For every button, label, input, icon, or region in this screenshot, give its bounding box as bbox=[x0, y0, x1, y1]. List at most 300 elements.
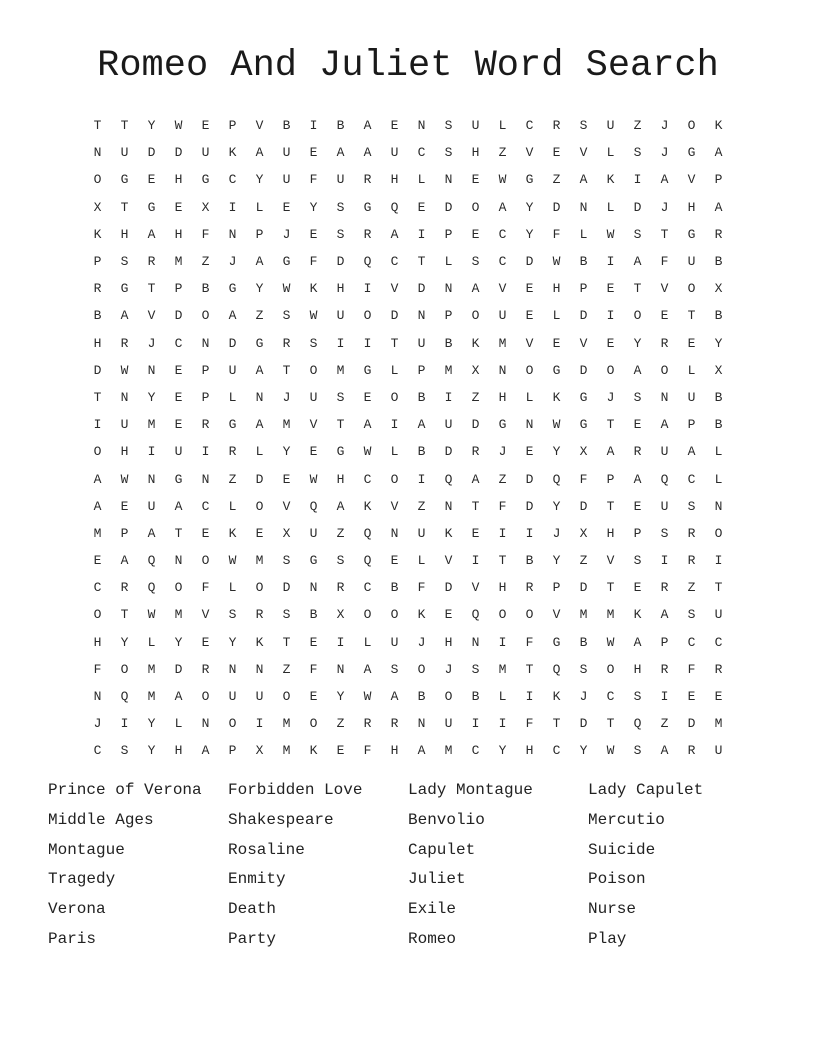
grid-letter: A bbox=[255, 145, 264, 161]
grid-letter: W bbox=[309, 308, 318, 324]
grid-letter: G bbox=[552, 634, 561, 650]
grid-row bbox=[84, 601, 732, 628]
grid-letter: V bbox=[579, 335, 588, 351]
grid-letter: B bbox=[309, 607, 318, 623]
grid-letter: K bbox=[228, 525, 237, 541]
grid-letter: J bbox=[228, 254, 237, 270]
grid-letter: J bbox=[660, 145, 669, 161]
grid-letter: O bbox=[309, 362, 318, 378]
grid-letter: Q bbox=[147, 580, 156, 596]
grid-letter: V bbox=[498, 281, 507, 297]
grid-letter: D bbox=[633, 199, 642, 215]
grid-letter: J bbox=[498, 444, 507, 460]
grid-letter: F bbox=[309, 254, 318, 270]
grid-letter: L bbox=[606, 199, 615, 215]
grid-letter: N bbox=[147, 471, 156, 487]
grid-letter: N bbox=[444, 498, 453, 514]
grid-letter: E bbox=[525, 281, 534, 297]
grid-letter: E bbox=[633, 580, 642, 596]
grid-letter: V bbox=[552, 607, 561, 623]
grid-row bbox=[84, 465, 732, 492]
word-list-item: Lady Capulet bbox=[588, 781, 704, 799]
grid-letter: T bbox=[147, 281, 156, 297]
grid-letter: D bbox=[444, 444, 453, 460]
grid-letter: U bbox=[228, 362, 237, 378]
grid-letter: R bbox=[120, 335, 129, 351]
grid-letter: J bbox=[417, 634, 426, 650]
grid-letter: U bbox=[660, 498, 669, 514]
grid-letter: U bbox=[417, 525, 426, 541]
grid-letter: U bbox=[660, 444, 669, 460]
grid-letter: T bbox=[93, 389, 102, 405]
grid-letter: F bbox=[552, 226, 561, 242]
grid-letter: Y bbox=[633, 335, 642, 351]
grid-letter: A bbox=[120, 308, 129, 324]
grid-letter: W bbox=[606, 743, 615, 759]
grid-letter: E bbox=[255, 525, 264, 541]
grid-letter: A bbox=[228, 308, 237, 324]
grid-letter: T bbox=[525, 661, 534, 677]
grid-letter: I bbox=[120, 716, 129, 732]
grid-letter: E bbox=[633, 417, 642, 433]
grid-letter: I bbox=[444, 389, 453, 405]
grid-letter: A bbox=[417, 743, 426, 759]
grid-letter: U bbox=[255, 689, 264, 705]
grid-letter: H bbox=[525, 743, 534, 759]
grid-letter: B bbox=[579, 634, 588, 650]
grid-letter: H bbox=[498, 389, 507, 405]
grid-letter: E bbox=[309, 689, 318, 705]
grid-letter: H bbox=[120, 444, 129, 460]
grid-letter: K bbox=[228, 145, 237, 161]
grid-letter: C bbox=[606, 689, 615, 705]
grid-letter: U bbox=[147, 498, 156, 514]
grid-letter: B bbox=[93, 308, 102, 324]
grid-letter: O bbox=[498, 607, 507, 623]
grid-letter: N bbox=[255, 661, 264, 677]
grid-letter: L bbox=[606, 145, 615, 161]
grid-letter: O bbox=[201, 553, 210, 569]
grid-letter: D bbox=[93, 362, 102, 378]
grid-letter: A bbox=[606, 444, 615, 460]
grid-row bbox=[84, 384, 732, 411]
grid-letter: F bbox=[498, 498, 507, 514]
word-list-item: Capulet bbox=[408, 840, 476, 859]
grid-letter: G bbox=[498, 417, 507, 433]
grid-letter: K bbox=[417, 607, 426, 623]
grid-letter: P bbox=[228, 118, 237, 134]
grid-letter: N bbox=[201, 335, 210, 351]
grid-letter: M bbox=[444, 362, 453, 378]
grid-letter: C bbox=[390, 254, 399, 270]
grid-letter: L bbox=[228, 580, 237, 596]
grid-letter: R bbox=[282, 335, 291, 351]
grid-letter: N bbox=[201, 716, 210, 732]
grid-letter: A bbox=[714, 145, 723, 161]
grid-letter: Q bbox=[309, 498, 318, 514]
grid-letter: N bbox=[444, 281, 453, 297]
grid-letter: R bbox=[687, 553, 696, 569]
grid-letter: S bbox=[120, 743, 129, 759]
grid-letter: M bbox=[282, 743, 291, 759]
grid-letter: H bbox=[498, 580, 507, 596]
word-list-item: Mercutio bbox=[588, 810, 665, 829]
grid-letter: Z bbox=[228, 471, 237, 487]
grid-letter: L bbox=[498, 118, 507, 134]
grid-letter: N bbox=[390, 525, 399, 541]
grid-row bbox=[84, 248, 732, 275]
grid-letter: I bbox=[471, 553, 480, 569]
grid-letter: Y bbox=[714, 335, 723, 351]
grid-letter: A bbox=[363, 661, 372, 677]
grid-row bbox=[84, 411, 732, 438]
grid-letter: D bbox=[552, 199, 561, 215]
grid-letter: Y bbox=[525, 199, 534, 215]
grid-letter: M bbox=[147, 417, 156, 433]
grid-letter: E bbox=[390, 118, 399, 134]
grid-letter: V bbox=[660, 281, 669, 297]
grid-letter: P bbox=[579, 281, 588, 297]
grid-letter: H bbox=[390, 172, 399, 188]
grid-letter: H bbox=[444, 634, 453, 650]
grid-letter: C bbox=[93, 743, 102, 759]
grid-letter: G bbox=[282, 254, 291, 270]
grid-letter: M bbox=[444, 743, 453, 759]
grid-letter: L bbox=[228, 389, 237, 405]
grid-letter: P bbox=[633, 525, 642, 541]
grid-letter: I bbox=[417, 226, 426, 242]
grid-letter: A bbox=[174, 498, 183, 514]
grid-letter: I bbox=[147, 444, 156, 460]
grid-letter: D bbox=[255, 471, 264, 487]
word-list-item: Lady Montague bbox=[408, 781, 533, 799]
grid-letter: C bbox=[498, 254, 507, 270]
grid-row bbox=[84, 737, 732, 764]
grid-letter: Y bbox=[498, 743, 507, 759]
grid-letter: G bbox=[336, 444, 345, 460]
grid-letter: M bbox=[579, 607, 588, 623]
grid-letter: R bbox=[714, 226, 723, 242]
grid-letter: E bbox=[552, 145, 561, 161]
grid-letter: A bbox=[471, 471, 480, 487]
grid-letter: G bbox=[228, 281, 237, 297]
grid-letter: M bbox=[606, 607, 615, 623]
grid-letter: U bbox=[120, 417, 129, 433]
word-list-item: Romeo bbox=[408, 929, 457, 948]
grid-letter: P bbox=[444, 308, 453, 324]
grid-letter: R bbox=[363, 716, 372, 732]
grid-letter: Y bbox=[579, 743, 588, 759]
grid-letter: D bbox=[444, 580, 453, 596]
grid-letter: E bbox=[714, 689, 723, 705]
grid-letter: Z bbox=[282, 661, 291, 677]
grid-letter: Y bbox=[525, 226, 534, 242]
grid-letter: L bbox=[714, 471, 723, 487]
grid-letter: Q bbox=[363, 553, 372, 569]
grid-letter: E bbox=[174, 389, 183, 405]
grid-letter: W bbox=[552, 254, 561, 270]
grid-letter: D bbox=[525, 498, 534, 514]
grid-letter: Y bbox=[147, 389, 156, 405]
grid-letter: R bbox=[660, 661, 669, 677]
grid-letter: N bbox=[309, 580, 318, 596]
grid-letter: Q bbox=[390, 199, 399, 215]
grid-letter: C bbox=[201, 498, 210, 514]
grid-letter: G bbox=[579, 389, 588, 405]
grid-letter: O bbox=[309, 716, 318, 732]
grid-letter: J bbox=[660, 118, 669, 134]
grid-letter: D bbox=[579, 580, 588, 596]
word-list-item: Verona bbox=[48, 900, 106, 919]
grid-letter: K bbox=[309, 743, 318, 759]
grid-letter: S bbox=[633, 689, 642, 705]
word-list-item: Rosaline bbox=[228, 840, 305, 859]
grid-letter: G bbox=[120, 172, 129, 188]
grid-letter: F bbox=[579, 471, 588, 487]
grid-letter: B bbox=[282, 118, 291, 134]
grid-letter: Y bbox=[255, 172, 264, 188]
grid-letter: N bbox=[660, 389, 669, 405]
grid-letter: N bbox=[336, 661, 345, 677]
word-list-item: Montague bbox=[48, 840, 125, 859]
grid-letter: H bbox=[336, 281, 345, 297]
grid-letter: J bbox=[282, 226, 291, 242]
word-list bbox=[48, 776, 768, 955]
grid-letter: U bbox=[687, 254, 696, 270]
grid-letter: E bbox=[363, 389, 372, 405]
grid-letter: I bbox=[363, 335, 372, 351]
grid-letter: T bbox=[660, 226, 669, 242]
word-list-item: Play bbox=[588, 929, 627, 948]
grid-letter: H bbox=[174, 743, 183, 759]
grid-letter: E bbox=[201, 525, 210, 541]
grid-letter: D bbox=[390, 308, 399, 324]
grid-letter: A bbox=[633, 254, 642, 270]
grid-letter: V bbox=[255, 118, 264, 134]
grid-letter: L bbox=[228, 498, 237, 514]
grid-letter: T bbox=[120, 199, 129, 215]
grid-row bbox=[84, 520, 732, 547]
grid-letter: R bbox=[687, 743, 696, 759]
grid-letter: Y bbox=[336, 689, 345, 705]
grid-letter: D bbox=[525, 471, 534, 487]
grid-letter: Y bbox=[228, 634, 237, 650]
grid-letter: V bbox=[525, 145, 534, 161]
grid-letter: S bbox=[336, 553, 345, 569]
grid-letter: U bbox=[390, 634, 399, 650]
grid-letter: E bbox=[633, 498, 642, 514]
grid-letter: D bbox=[579, 716, 588, 732]
grid-letter: K bbox=[633, 607, 642, 623]
grid-letter: E bbox=[606, 335, 615, 351]
grid-letter: L bbox=[390, 362, 399, 378]
grid-letter: A bbox=[336, 145, 345, 161]
grid-letter: Z bbox=[498, 471, 507, 487]
grid-letter: X bbox=[255, 743, 264, 759]
grid-letter: E bbox=[471, 226, 480, 242]
grid-letter: I bbox=[633, 172, 642, 188]
grid-letter: T bbox=[498, 553, 507, 569]
grid-letter: R bbox=[552, 118, 561, 134]
word-list-item: Tragedy bbox=[48, 870, 116, 889]
grid-letter: A bbox=[255, 417, 264, 433]
grid-letter: X bbox=[714, 281, 723, 297]
grid-letter: S bbox=[633, 145, 642, 161]
grid-letter: L bbox=[714, 444, 723, 460]
grid-letter: J bbox=[552, 525, 561, 541]
grid-letter: D bbox=[282, 580, 291, 596]
grid-letter: R bbox=[228, 444, 237, 460]
grid-letter: F bbox=[309, 661, 318, 677]
grid-letter: U bbox=[714, 607, 723, 623]
grid-letter: I bbox=[93, 417, 102, 433]
word-list-item: Nurse bbox=[588, 900, 637, 919]
grid-letter: S bbox=[228, 607, 237, 623]
grid-letter: H bbox=[120, 226, 129, 242]
grid-letter: J bbox=[444, 661, 453, 677]
grid-letter: E bbox=[174, 417, 183, 433]
grid-letter: Q bbox=[363, 525, 372, 541]
grid-letter: Q bbox=[363, 254, 372, 270]
grid-letter: R bbox=[525, 580, 534, 596]
grid-letter: I bbox=[417, 471, 426, 487]
grid-letter: M bbox=[498, 661, 507, 677]
grid-letter: N bbox=[525, 417, 534, 433]
grid-letter: I bbox=[498, 716, 507, 732]
grid-letter: G bbox=[228, 417, 237, 433]
grid-letter: Q bbox=[471, 607, 480, 623]
grid-row bbox=[84, 166, 732, 193]
word-list-item: Death bbox=[228, 900, 277, 919]
grid-letter: U bbox=[174, 444, 183, 460]
grid-row bbox=[84, 330, 732, 357]
letter-grid bbox=[84, 112, 732, 765]
grid-letter: O bbox=[228, 716, 237, 732]
grid-letter: C bbox=[471, 743, 480, 759]
grid-letter: V bbox=[687, 172, 696, 188]
grid-letter: F bbox=[363, 743, 372, 759]
grid-letter: Y bbox=[282, 444, 291, 460]
grid-letter: W bbox=[309, 471, 318, 487]
grid-letter: A bbox=[633, 471, 642, 487]
word-list-item: Middle Ages bbox=[48, 810, 154, 829]
grid-letter: I bbox=[336, 335, 345, 351]
grid-letter: E bbox=[687, 335, 696, 351]
grid-letter: A bbox=[336, 498, 345, 514]
grid-letter: X bbox=[201, 199, 210, 215]
grid-letter: D bbox=[579, 308, 588, 324]
grid-letter: V bbox=[390, 498, 399, 514]
grid-letter: C bbox=[363, 471, 372, 487]
word-list-item: Party bbox=[228, 929, 277, 948]
grid-letter: H bbox=[390, 743, 399, 759]
grid-letter: O bbox=[714, 525, 723, 541]
grid-letter: U bbox=[309, 389, 318, 405]
word-list-item: Exile bbox=[408, 900, 457, 919]
grid-letter: O bbox=[687, 118, 696, 134]
grid-row bbox=[84, 275, 732, 302]
grid-letter: E bbox=[93, 553, 102, 569]
grid-letter: N bbox=[228, 226, 237, 242]
grid-letter: L bbox=[174, 716, 183, 732]
grid-letter: A bbox=[174, 689, 183, 705]
grid-letter: B bbox=[579, 254, 588, 270]
grid-letter: O bbox=[660, 362, 669, 378]
grid-letter: R bbox=[147, 254, 156, 270]
grid-row bbox=[84, 112, 732, 139]
grid-letter: I bbox=[606, 308, 615, 324]
grid-letter: S bbox=[471, 661, 480, 677]
grid-letter: M bbox=[498, 335, 507, 351]
grid-letter: K bbox=[93, 226, 102, 242]
grid-letter: W bbox=[498, 172, 507, 188]
grid-letter: H bbox=[471, 145, 480, 161]
grid-letter: D bbox=[228, 335, 237, 351]
grid-letter: J bbox=[579, 689, 588, 705]
grid-letter: T bbox=[336, 417, 345, 433]
grid-letter: T bbox=[93, 118, 102, 134]
grid-letter: V bbox=[390, 281, 399, 297]
grid-letter: E bbox=[660, 308, 669, 324]
grid-letter: G bbox=[201, 172, 210, 188]
grid-letter: V bbox=[525, 335, 534, 351]
grid-letter: J bbox=[660, 199, 669, 215]
grid-letter: A bbox=[363, 417, 372, 433]
grid-letter: S bbox=[633, 743, 642, 759]
grid-letter: W bbox=[228, 553, 237, 569]
grid-letter: Q bbox=[444, 471, 453, 487]
grid-letter: L bbox=[390, 444, 399, 460]
grid-letter: P bbox=[201, 362, 210, 378]
grid-letter: E bbox=[525, 308, 534, 324]
grid-letter: F bbox=[201, 580, 210, 596]
grid-letter: W bbox=[120, 471, 129, 487]
grid-letter: G bbox=[255, 335, 264, 351]
grid-letter: B bbox=[201, 281, 210, 297]
grid-letter: V bbox=[471, 580, 480, 596]
grid-letter: E bbox=[552, 335, 561, 351]
grid-letter: P bbox=[660, 634, 669, 650]
grid-letter: S bbox=[282, 308, 291, 324]
grid-letter: T bbox=[120, 607, 129, 623]
grid-letter: E bbox=[525, 444, 534, 460]
grid-letter: X bbox=[336, 607, 345, 623]
grid-letter: M bbox=[282, 716, 291, 732]
grid-letter: V bbox=[444, 553, 453, 569]
grid-row bbox=[84, 139, 732, 166]
grid-letter: F bbox=[660, 254, 669, 270]
grid-row bbox=[84, 493, 732, 520]
grid-letter: Q bbox=[660, 471, 669, 487]
grid-letter: R bbox=[714, 661, 723, 677]
grid-letter: U bbox=[336, 172, 345, 188]
grid-letter: U bbox=[498, 308, 507, 324]
word-list-item: Enmity bbox=[228, 870, 286, 889]
grid-letter: O bbox=[120, 661, 129, 677]
grid-letter: U bbox=[309, 525, 318, 541]
grid-letter: P bbox=[417, 362, 426, 378]
grid-letter: Q bbox=[552, 661, 561, 677]
grid-letter: E bbox=[471, 172, 480, 188]
grid-letter: O bbox=[390, 389, 399, 405]
grid-letter: U bbox=[336, 308, 345, 324]
grid-letter: G bbox=[309, 553, 318, 569]
grid-letter: Y bbox=[552, 498, 561, 514]
grid-letter: N bbox=[93, 689, 102, 705]
grid-letter: O bbox=[174, 580, 183, 596]
grid-letter: O bbox=[93, 172, 102, 188]
grid-letter: T bbox=[714, 580, 723, 596]
